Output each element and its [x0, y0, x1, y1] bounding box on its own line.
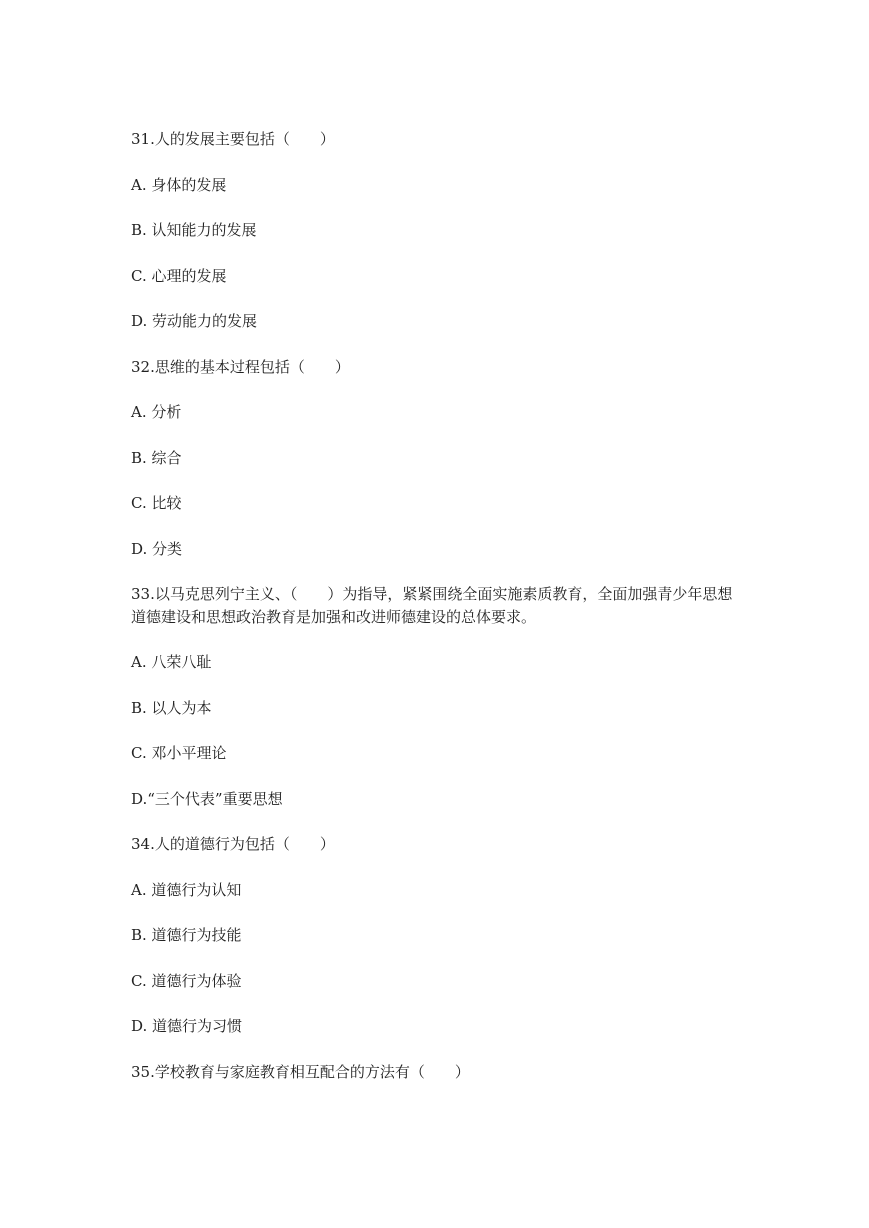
question-32-option-d: D. 分类: [131, 540, 183, 558]
question-33-stem-line-1: 33.以马克思列宁主义、（ ）为指导，紧紧围绕全面实施素质教育，全面加强青少年思想: [131, 585, 733, 603]
question-33-option-a: A. 八荣八耻: [131, 653, 212, 671]
question-34-option-b: B. 道德行为技能: [131, 926, 242, 944]
question-32-option-c: C. 比较: [131, 494, 182, 512]
question-33-option-b: B. 以人为本: [131, 699, 212, 717]
question-31-option-d: D. 劳动能力的发展: [131, 312, 258, 330]
question-33-option-d: D.“三个代表”重要思想: [131, 790, 283, 808]
question-35-stem: 35.学校教育与家庭教育相互配合的方法有（ ）: [131, 1063, 470, 1081]
question-32-option-b: B. 综合: [131, 449, 182, 467]
question-34-option-c: C. 道德行为体验: [131, 972, 242, 990]
question-31-option-a: A. 身体的发展: [131, 176, 227, 194]
question-31-stem: 31.人的发展主要包括（ ）: [131, 130, 335, 148]
question-31-option-b: B. 认知能力的发展: [131, 221, 257, 239]
question-34-option-d: D. 道德行为习惯: [131, 1017, 243, 1035]
question-33-stem-line-2: 道德建设和思想政治教育是加强和改进师德建设的总体要求。: [131, 608, 537, 626]
question-32-option-a: A. 分析: [131, 403, 182, 421]
question-33-option-c: C. 邓小平理论: [131, 744, 227, 762]
question-34-stem: 34.人的道德行为包括（ ）: [131, 835, 335, 853]
question-34-option-a: A. 道德行为认知: [131, 881, 242, 899]
question-32-stem: 32.思维的基本过程包括（ ）: [131, 358, 350, 376]
question-31-option-c: C. 心理的发展: [131, 267, 227, 285]
